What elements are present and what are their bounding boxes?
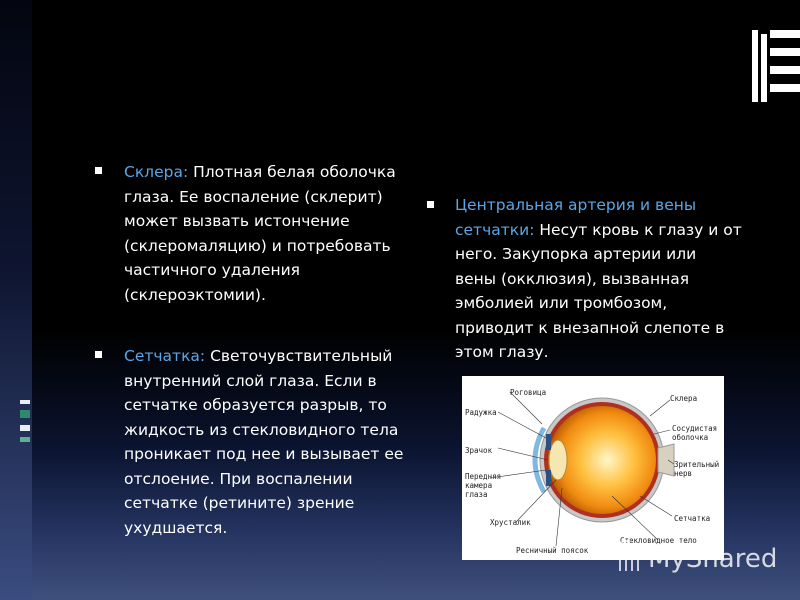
sclera-term: Склера: (124, 163, 189, 181)
bullet-marker (95, 167, 102, 174)
label-iris: Радужка (465, 408, 497, 417)
label-optic-1: Зрительный (674, 460, 720, 469)
label-vitreous: Стекловидное тело (620, 536, 697, 545)
bullet-marker (95, 351, 102, 358)
label-pupil: Зрачок (465, 446, 493, 455)
decorative-stripes (752, 30, 800, 110)
label-optic-2: нерв (674, 469, 693, 478)
label-sclera: Склера (670, 394, 698, 403)
retina-paragraph: Сетчатка: Светочувствительный внутренний слой глаза. Если в сетчатке образуется разрыв, то жидкость из стекловидного тела проникает под нее и вызывает ее отслоение. При воспалении сетчатке (ретините) зрение ухудшается. (124, 347, 404, 537)
label-anterior-chamber-3: глаза (465, 490, 488, 499)
bullet-marker (427, 201, 434, 208)
watermark-text: MyShared (648, 544, 778, 574)
label-ciliary: Ресничный поясок (516, 546, 589, 555)
retina-term: Сетчатка: (124, 347, 206, 365)
label-choroid-2: оболочка (672, 433, 709, 442)
artery-term: Центральная артерия и вены (455, 196, 697, 214)
sclera-paragraph: Склера: Плотная белая оболочка глаза. Ее воспаление (склерит) может вызвать истончение (склеромаляцию) и потребовать частичного удаления (склероэктомии). (124, 163, 396, 304)
label-retina: Сетчатка (674, 514, 711, 523)
label-lens: Хрусталик (490, 518, 531, 527)
label-cornea: Роговица (510, 388, 547, 397)
left-band (0, 0, 32, 600)
watermark-icon (616, 537, 786, 577)
watermark-logo (616, 537, 786, 577)
artery-paragraph: Центральная артерия и вены сетчатки: Несут кровь к глазу и от него. Закупорка артерии или вены (окклюзия), вызванная эмболией или тромбозом, приводит к внезапной слепоте в этом глазу. (455, 193, 755, 365)
label-anterior-chamber-1: Передняя (465, 472, 502, 481)
label-choroid-1: Сосудистая (672, 424, 718, 433)
eye-diagram (462, 376, 724, 560)
label-anterior-chamber-2: камера (465, 481, 493, 490)
